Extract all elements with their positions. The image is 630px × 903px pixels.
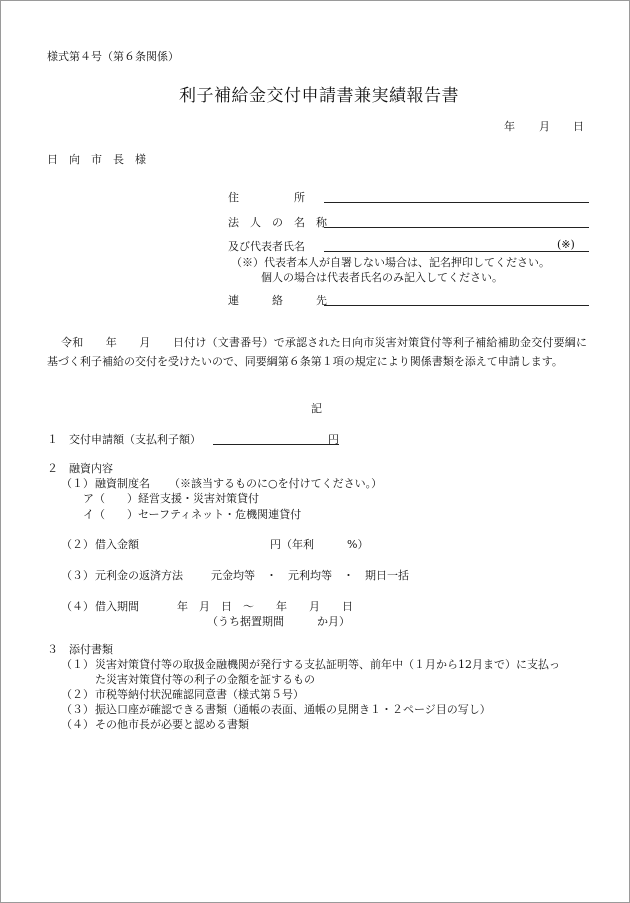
doc1-text: 災害対策貸付等の取扱金融機関が発行する支払証明等、前年中（１月から12月まで）に支払っ xyxy=(95,658,560,671)
doc4-text: その他市長が必要と認める書類 xyxy=(95,718,249,731)
doc3-num: （３） xyxy=(61,703,94,716)
doc2-num: （２） xyxy=(61,688,94,701)
item2-sub2-label: 借入金額 xyxy=(95,538,139,551)
date-month: 月 xyxy=(539,120,550,133)
item2-heading: ２ 融資内容 xyxy=(47,462,113,475)
item2-sub4-grace: （うち据置期間 か月） xyxy=(207,615,350,628)
doc4-num: （４） xyxy=(61,718,94,731)
item2-sub2-rate: 円（年利 %） xyxy=(270,538,369,551)
item2-sub2-num: （２） xyxy=(61,538,94,551)
date-year: 年 xyxy=(504,120,515,133)
item2-sub1-num: （１） xyxy=(61,477,94,490)
item1-amount-field[interactable] xyxy=(213,444,339,445)
signature-note-1: （※）代表者本人が自署しない場合は、記名押印してください。 xyxy=(231,256,550,269)
doc3-text: 振込口座が確認できる書類（通帳の表面、通帳の見開き１・２ページ目の写し） xyxy=(95,703,491,716)
corp-name-field[interactable] xyxy=(324,227,589,228)
item2-sub4-num: （４） xyxy=(61,600,94,613)
item3-heading: ３ 添付書類 xyxy=(47,643,113,656)
item1-label: １ 交付申請額（支払利子額） xyxy=(47,433,201,446)
doc2-text: 市税等納付状況確認同意書（様式第５号） xyxy=(95,688,304,701)
signature-note-2: 個人の場合は代表者氏名のみ記入してください。 xyxy=(261,271,503,284)
representative-label: 及び代表者氏名 xyxy=(228,240,305,253)
item2-sub3-label: 元利金の返済方法 xyxy=(95,569,183,582)
doc1-num: （１） xyxy=(61,658,94,671)
body-paragraph: 令和 年 月 日付け（文書番号）で承認された日向市災害対策貸付等利子補給補助金交付要綱に基づく利子補給の交付を受けたいので、同要綱第６条第１項の規定により関係書類を添えて申請します。 xyxy=(47,336,587,368)
representative-field[interactable] xyxy=(324,251,589,252)
item2-sub1-note: （※該当するものに○を付けてください。） xyxy=(169,477,383,490)
addressee: 日 向 市 長 様 xyxy=(47,153,146,166)
corp-name-label: 法 人 の 名 称 xyxy=(228,216,327,229)
doc1-text-cont: た災害対策貸付等の利子の金額を証するもの xyxy=(95,673,315,686)
contact-field[interactable] xyxy=(324,305,589,306)
form-number: 様式第４号（第６条関係） xyxy=(47,50,179,63)
date-day: 日 xyxy=(573,120,584,133)
option-a[interactable]: ア（ ）経営支援・災害対策貸付 xyxy=(83,492,259,505)
item2-sub1-label: 融資制度名 xyxy=(95,477,150,490)
option-i[interactable]: イ（ ）セーフティネット・危機関連貸付 xyxy=(83,508,302,521)
page-title: 利子補給金交付申請書兼実績報告書 xyxy=(179,86,459,106)
contact-label: 連 絡 先 xyxy=(228,294,327,307)
item1-unit: 円 xyxy=(328,433,339,446)
address-field[interactable] xyxy=(324,202,589,203)
item2-sub4-range: 年 月 日 ～ 年 月 日 xyxy=(177,600,353,613)
ki-heading: 記 xyxy=(311,402,322,415)
item2-sub4-label: 借入期間 xyxy=(95,600,139,613)
address-label: 住 所 xyxy=(228,191,305,204)
item2-sub3-num: （３） xyxy=(61,569,94,582)
representative-mark: (※) xyxy=(557,238,575,251)
item2-sub3-choices[interactable]: 元金均等 ・ 元利均等 ・ 期日一括 xyxy=(211,569,409,582)
